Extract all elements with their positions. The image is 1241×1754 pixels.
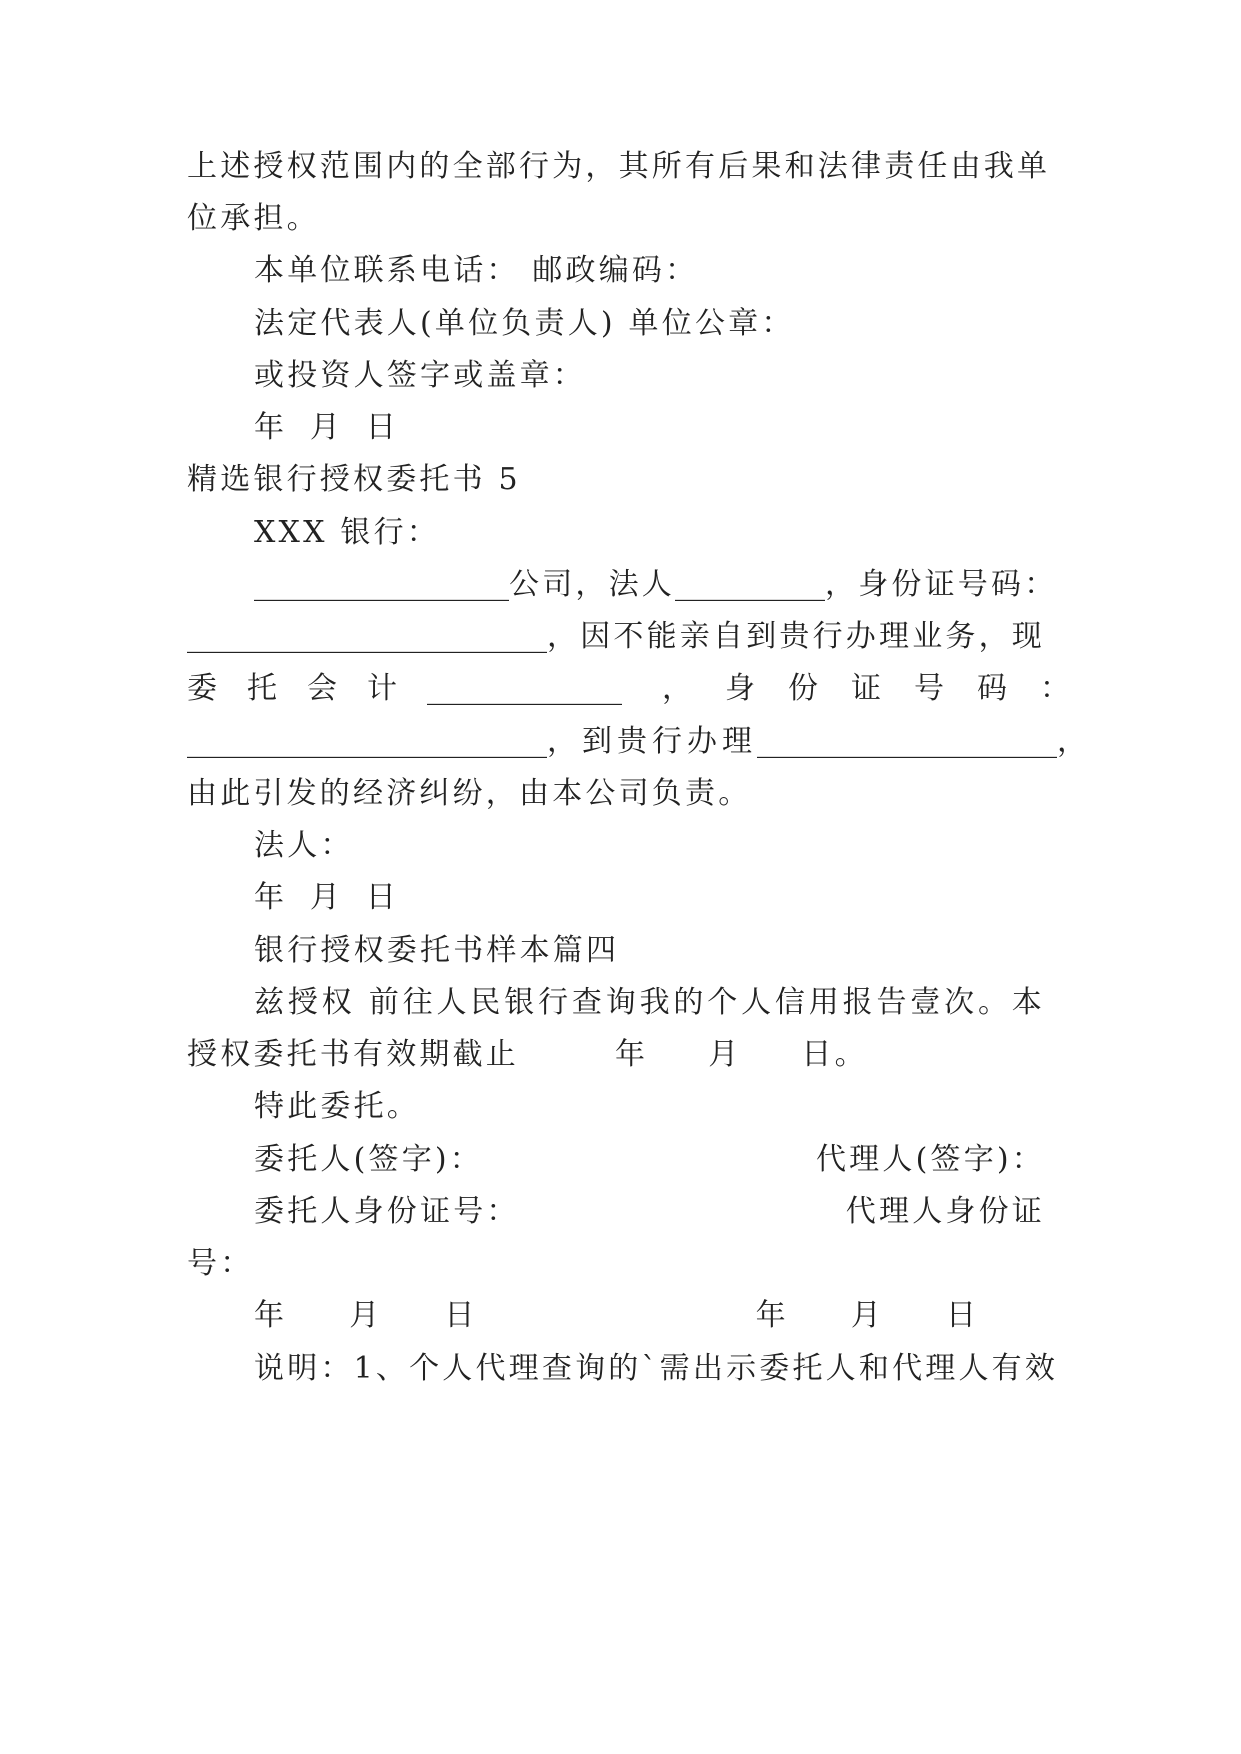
body-text: ，因不能亲自到贵行办理业务，现 [547, 619, 1045, 654]
principal-signature-label: 委托人(签字)： [254, 1142, 484, 1177]
agent-signature-label: 代理人(签字)： [815, 1142, 1045, 1177]
body-line-3 [187, 669, 1103, 709]
authorization-line-1: 兹授权 前往人民银行查询我的个人信用报告壹次。本 [254, 985, 1045, 1020]
body-text: ，身份证号码： [825, 567, 1058, 602]
para-text-line: 上述授权范围内的全部行为，其所有后果和法律责任由我单 [187, 149, 1051, 184]
year-label: 年 [615, 1037, 649, 1072]
authorization-line-2 [187, 1035, 1045, 1075]
principal-id-label: 委托人身份证号： [254, 1194, 520, 1229]
id-number-row [254, 1192, 1045, 1232]
blank-underline: _____________ [427, 671, 622, 706]
body-text: 授权委托书有效期截止 [187, 1037, 519, 1072]
body-text: ， [1057, 724, 1091, 759]
investor-signature-line: 或投资人签字或盖章： [254, 358, 586, 393]
blank-underline: __________ [675, 567, 825, 602]
note-line: 说明：1、个人代理查询的`需出示委托人和代理人有效 [254, 1351, 1059, 1386]
section-title: 银行授权委托书样本篇四 [254, 933, 620, 968]
day-label: 日 [444, 1298, 478, 1333]
month-label: 月 [708, 1037, 742, 1072]
body-text: 公司，法人 [509, 567, 675, 602]
body-line-1 [254, 565, 1058, 605]
body-line-2 [187, 617, 1045, 657]
body-line-4 [187, 722, 1091, 762]
agent-id-label: 代理人身份证 [845, 1194, 1045, 1229]
year-label: 年 [755, 1298, 789, 1333]
contact-phone-postcode-line: 本单位联系电话： 邮政编码： [254, 253, 699, 288]
date-line: 年 月 日 [254, 880, 400, 915]
month-label: 月 [349, 1298, 383, 1333]
body-text: 委托会计 [187, 671, 427, 706]
month-label: 月 [850, 1298, 885, 1333]
body-line-5: 由此引发的经济纠纷，由本公司负责。 [187, 776, 752, 811]
body-text: ，身份证号码： [662, 671, 1103, 706]
signature-row [254, 1140, 1045, 1180]
legal-representative-line: 法定代表人(单位负责人) 单位公章： [254, 306, 795, 341]
date-line: 年 月 日 [254, 410, 400, 445]
blank-underline: ________________________ [187, 724, 547, 759]
blank-underline: _________________ [254, 567, 509, 602]
day-label: 日。 [801, 1037, 868, 1072]
year-label: 年 [254, 1298, 288, 1333]
day-label: 日 [946, 1298, 980, 1333]
agent-id-label-continued: 号： [187, 1246, 254, 1281]
bank-salutation: XXX 银行： [254, 515, 441, 550]
blank-underline: ________________________ [187, 619, 547, 654]
hereby-entrust: 特此委托。 [254, 1089, 420, 1124]
dates-row [254, 1296, 1045, 1336]
body-text: ，到贵行办理 [547, 724, 757, 759]
blank-underline: ____________________ [757, 724, 1057, 759]
para-text-line: 位承担。 [187, 201, 320, 236]
legal-person-label: 法人： [254, 828, 354, 863]
section-title: 精选银行授权委托书 5 [187, 462, 521, 497]
